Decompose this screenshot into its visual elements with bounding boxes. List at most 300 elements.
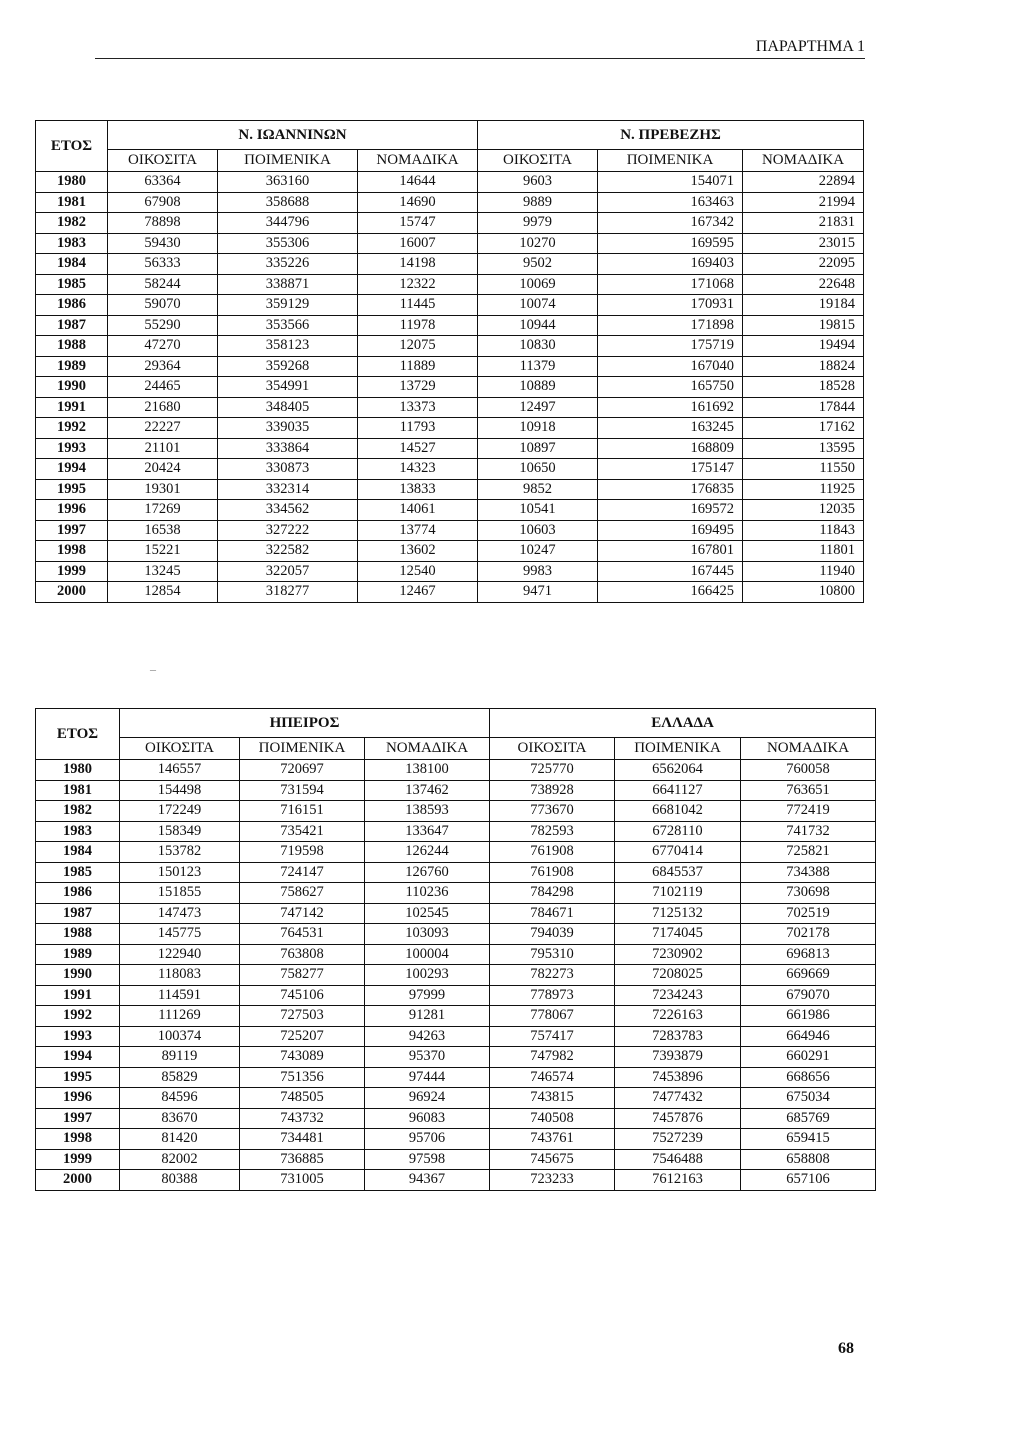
- value-cell: 10830: [478, 336, 598, 357]
- value-cell: 6641127: [615, 780, 741, 801]
- value-cell: 10889: [478, 377, 598, 398]
- value-cell: 126244: [365, 842, 490, 863]
- value-cell: 7457876: [615, 1108, 741, 1129]
- value-cell: 137462: [365, 780, 490, 801]
- value-cell: 7546488: [615, 1149, 741, 1170]
- value-cell: 10603: [478, 520, 598, 541]
- column-header: ΟΙΚΟΣΙΤΑ: [120, 738, 240, 760]
- value-cell: 679070: [741, 985, 876, 1006]
- value-cell: 716151: [240, 801, 365, 822]
- value-cell: 727503: [240, 1006, 365, 1027]
- value-cell: 80388: [120, 1170, 240, 1191]
- value-cell: 10270: [478, 233, 598, 254]
- value-cell: 664946: [741, 1026, 876, 1047]
- group-header-preveza: Ν. ΠΡΕΒΕΖΗΣ: [478, 121, 864, 150]
- value-cell: 702519: [741, 903, 876, 924]
- table-row: [36, 213, 864, 234]
- value-cell: 784298: [490, 883, 615, 904]
- table-row: [36, 1026, 876, 1047]
- value-cell: 11550: [743, 459, 864, 480]
- value-cell: 13729: [358, 377, 478, 398]
- column-header: ΠΟΙΜΕΝΙΚΑ: [240, 738, 365, 760]
- value-cell: 334562: [218, 500, 358, 521]
- value-cell: 95706: [365, 1129, 490, 1150]
- value-cell: 10918: [478, 418, 598, 439]
- table-row: [36, 1047, 876, 1068]
- value-cell: 167445: [598, 561, 743, 582]
- value-cell: 110236: [365, 883, 490, 904]
- value-cell: 22227: [108, 418, 218, 439]
- value-cell: 358123: [218, 336, 358, 357]
- year-cell: 1982: [36, 801, 120, 822]
- year-cell: 1992: [36, 418, 108, 439]
- value-cell: 163245: [598, 418, 743, 439]
- year-cell: 2000: [36, 1170, 120, 1191]
- value-cell: 363160: [218, 172, 358, 193]
- value-cell: 322057: [218, 561, 358, 582]
- table-row: [36, 1149, 876, 1170]
- value-cell: 719598: [240, 842, 365, 863]
- value-cell: 778067: [490, 1006, 615, 1027]
- value-cell: 335226: [218, 254, 358, 275]
- value-cell: 675034: [741, 1088, 876, 1109]
- appendix-header: [95, 38, 865, 59]
- table-row: [36, 479, 864, 500]
- value-cell: 13373: [358, 397, 478, 418]
- table-row: [36, 192, 864, 213]
- value-cell: 12854: [108, 582, 218, 603]
- value-cell: 11843: [743, 520, 864, 541]
- value-cell: 13245: [108, 561, 218, 582]
- value-cell: 12075: [358, 336, 478, 357]
- column-header: ΝΟΜΑΔΙΚΑ: [365, 738, 490, 760]
- value-cell: 355306: [218, 233, 358, 254]
- value-cell: 657106: [741, 1170, 876, 1191]
- value-cell: 748505: [240, 1088, 365, 1109]
- value-cell: 658808: [741, 1149, 876, 1170]
- value-cell: 95370: [365, 1047, 490, 1068]
- value-cell: 102545: [365, 903, 490, 924]
- table-row: [36, 233, 864, 254]
- value-cell: 9979: [478, 213, 598, 234]
- value-cell: 13774: [358, 520, 478, 541]
- table-body: [36, 172, 864, 603]
- value-cell: 661986: [741, 1006, 876, 1027]
- value-cell: 11940: [743, 561, 864, 582]
- table-row: [36, 1129, 876, 1150]
- value-cell: 11445: [358, 295, 478, 316]
- value-cell: 745675: [490, 1149, 615, 1170]
- table-row: [36, 1067, 876, 1088]
- value-cell: 702178: [741, 924, 876, 945]
- value-cell: 10069: [478, 274, 598, 295]
- year-cell: 1999: [36, 561, 108, 582]
- value-cell: 330873: [218, 459, 358, 480]
- table-row: [36, 821, 876, 842]
- table-row: [36, 1170, 876, 1191]
- value-cell: 20424: [108, 459, 218, 480]
- table-row: [36, 561, 864, 582]
- value-cell: 730698: [741, 883, 876, 904]
- table-row: [36, 315, 864, 336]
- year-cell: 1985: [36, 862, 120, 883]
- value-cell: 168809: [598, 438, 743, 459]
- table-row: [36, 295, 864, 316]
- year-cell: 1988: [36, 336, 108, 357]
- value-cell: 725207: [240, 1026, 365, 1047]
- year-cell: 1986: [36, 295, 108, 316]
- value-cell: 761908: [490, 862, 615, 883]
- value-cell: 29364: [108, 356, 218, 377]
- year-cell: 2000: [36, 582, 108, 603]
- value-cell: 118083: [120, 965, 240, 986]
- value-cell: 94367: [365, 1170, 490, 1191]
- value-cell: 13595: [743, 438, 864, 459]
- value-cell: 169495: [598, 520, 743, 541]
- value-cell: 7230902: [615, 944, 741, 965]
- value-cell: 359268: [218, 356, 358, 377]
- value-cell: 761908: [490, 842, 615, 863]
- value-cell: 14690: [358, 192, 478, 213]
- value-cell: 12540: [358, 561, 478, 582]
- value-cell: 17269: [108, 500, 218, 521]
- value-cell: 782273: [490, 965, 615, 986]
- value-cell: 100374: [120, 1026, 240, 1047]
- year-cell: 1987: [36, 315, 108, 336]
- year-cell: 1996: [36, 1088, 120, 1109]
- value-cell: 9889: [478, 192, 598, 213]
- value-cell: 63364: [108, 172, 218, 193]
- value-cell: 154498: [120, 780, 240, 801]
- value-cell: 7174045: [615, 924, 741, 945]
- year-cell: 1999: [36, 1149, 120, 1170]
- value-cell: 659415: [741, 1129, 876, 1150]
- value-cell: 12497: [478, 397, 598, 418]
- value-cell: 738928: [490, 780, 615, 801]
- value-cell: 735421: [240, 821, 365, 842]
- year-cell: 1989: [36, 356, 108, 377]
- value-cell: 171898: [598, 315, 743, 336]
- year-cell: 1983: [36, 821, 120, 842]
- year-cell: 1989: [36, 944, 120, 965]
- value-cell: 11801: [743, 541, 864, 562]
- value-cell: 318277: [218, 582, 358, 603]
- value-cell: 763808: [240, 944, 365, 965]
- year-cell: 1997: [36, 520, 108, 541]
- value-cell: 169595: [598, 233, 743, 254]
- value-cell: 13833: [358, 479, 478, 500]
- value-cell: 158349: [120, 821, 240, 842]
- table-row: [36, 760, 876, 781]
- value-cell: 660291: [741, 1047, 876, 1068]
- value-cell: 59430: [108, 233, 218, 254]
- value-cell: 12467: [358, 582, 478, 603]
- value-cell: 56333: [108, 254, 218, 275]
- table-row: [36, 520, 864, 541]
- value-cell: 166425: [598, 582, 743, 603]
- value-cell: 17162: [743, 418, 864, 439]
- value-cell: 784671: [490, 903, 615, 924]
- group-header-ioannina: Ν. ΙΩΑΝΝΙΝΩΝ: [108, 121, 478, 150]
- value-cell: 21101: [108, 438, 218, 459]
- value-cell: 668656: [741, 1067, 876, 1088]
- table-row: [36, 582, 864, 603]
- value-cell: 138593: [365, 801, 490, 822]
- value-cell: 7283783: [615, 1026, 741, 1047]
- table-row: [36, 1108, 876, 1129]
- value-cell: 778973: [490, 985, 615, 1006]
- value-cell: 96924: [365, 1088, 490, 1109]
- value-cell: 11793: [358, 418, 478, 439]
- value-cell: 10074: [478, 295, 598, 316]
- scan-mark: –: [150, 662, 156, 676]
- value-cell: 97999: [365, 985, 490, 1006]
- value-cell: 100004: [365, 944, 490, 965]
- value-cell: 7208025: [615, 965, 741, 986]
- value-cell: 96083: [365, 1108, 490, 1129]
- table-row: [36, 965, 876, 986]
- value-cell: 133647: [365, 821, 490, 842]
- value-cell: 7125132: [615, 903, 741, 924]
- value-cell: 9983: [478, 561, 598, 582]
- value-cell: 22648: [743, 274, 864, 295]
- value-cell: 743089: [240, 1047, 365, 1068]
- value-cell: 100293: [365, 965, 490, 986]
- column-header: ΝΟΜΑΔΙΚΑ: [743, 150, 864, 172]
- value-cell: 15747: [358, 213, 478, 234]
- value-cell: 10541: [478, 500, 598, 521]
- value-cell: 10944: [478, 315, 598, 336]
- value-cell: 126760: [365, 862, 490, 883]
- value-cell: 10800: [743, 582, 864, 603]
- value-cell: 145775: [120, 924, 240, 945]
- year-cell: 1982: [36, 213, 108, 234]
- value-cell: 22894: [743, 172, 864, 193]
- value-cell: 339035: [218, 418, 358, 439]
- value-cell: 731594: [240, 780, 365, 801]
- column-header: ΝΟΜΑΔΙΚΑ: [741, 738, 876, 760]
- value-cell: 9502: [478, 254, 598, 275]
- year-cell: 1997: [36, 1108, 120, 1129]
- value-cell: 741732: [741, 821, 876, 842]
- value-cell: 743732: [240, 1108, 365, 1129]
- table-row: [36, 903, 876, 924]
- value-cell: 21994: [743, 192, 864, 213]
- value-cell: 97598: [365, 1149, 490, 1170]
- value-cell: 169572: [598, 500, 743, 521]
- table-row: [36, 254, 864, 275]
- year-cell: 1980: [36, 172, 108, 193]
- value-cell: 67908: [108, 192, 218, 213]
- table-row: [36, 924, 876, 945]
- value-cell: 171068: [598, 274, 743, 295]
- table-row: [36, 397, 864, 418]
- table-row: [36, 862, 876, 883]
- value-cell: 19301: [108, 479, 218, 500]
- value-cell: 19184: [743, 295, 864, 316]
- value-cell: 740508: [490, 1108, 615, 1129]
- value-cell: 167040: [598, 356, 743, 377]
- value-cell: 175147: [598, 459, 743, 480]
- value-cell: 18528: [743, 377, 864, 398]
- table-row: [36, 172, 864, 193]
- year-cell: 1991: [36, 397, 108, 418]
- value-cell: 11889: [358, 356, 478, 377]
- value-cell: 6845537: [615, 862, 741, 883]
- table-body: [36, 760, 876, 1191]
- table-row: [36, 944, 876, 965]
- value-cell: 16007: [358, 233, 478, 254]
- table-row: [36, 459, 864, 480]
- year-cell: 1987: [36, 903, 120, 924]
- value-cell: 151855: [120, 883, 240, 904]
- value-cell: 14323: [358, 459, 478, 480]
- value-cell: 720697: [240, 760, 365, 781]
- year-cell: 1984: [36, 842, 120, 863]
- value-cell: 338871: [218, 274, 358, 295]
- value-cell: 764531: [240, 924, 365, 945]
- value-cell: 734481: [240, 1129, 365, 1150]
- value-cell: 169403: [598, 254, 743, 275]
- value-cell: 16538: [108, 520, 218, 541]
- value-cell: 7453896: [615, 1067, 741, 1088]
- value-cell: 17844: [743, 397, 864, 418]
- value-cell: 13602: [358, 541, 478, 562]
- value-cell: 757417: [490, 1026, 615, 1047]
- value-cell: 725821: [741, 842, 876, 863]
- value-cell: 111269: [120, 1006, 240, 1027]
- value-cell: 84596: [120, 1088, 240, 1109]
- value-cell: 23015: [743, 233, 864, 254]
- value-cell: 6770414: [615, 842, 741, 863]
- value-cell: 172249: [120, 801, 240, 822]
- year-cell: 1994: [36, 1047, 120, 1068]
- value-cell: 743761: [490, 1129, 615, 1150]
- year-cell: 1985: [36, 274, 108, 295]
- value-cell: 6562064: [615, 760, 741, 781]
- table-row: [36, 842, 876, 863]
- value-cell: 745106: [240, 985, 365, 1006]
- value-cell: 14644: [358, 172, 478, 193]
- value-cell: 12035: [743, 500, 864, 521]
- value-cell: 167342: [598, 213, 743, 234]
- value-cell: 21680: [108, 397, 218, 418]
- value-cell: 153782: [120, 842, 240, 863]
- value-cell: 22095: [743, 254, 864, 275]
- value-cell: 12322: [358, 274, 478, 295]
- value-cell: 358688: [218, 192, 358, 213]
- value-cell: 10897: [478, 438, 598, 459]
- value-cell: 7477432: [615, 1088, 741, 1109]
- value-cell: 696813: [741, 944, 876, 965]
- value-cell: 24465: [108, 377, 218, 398]
- value-cell: 176835: [598, 479, 743, 500]
- value-cell: 175719: [598, 336, 743, 357]
- table-ioannina-preveza: [35, 120, 864, 603]
- value-cell: 19815: [743, 315, 864, 336]
- value-cell: 10650: [478, 459, 598, 480]
- year-cell: 1983: [36, 233, 108, 254]
- table-row: [36, 377, 864, 398]
- table-row: [36, 985, 876, 1006]
- value-cell: 763651: [741, 780, 876, 801]
- value-cell: 7102119: [615, 883, 741, 904]
- table-row: [36, 356, 864, 377]
- value-cell: 6681042: [615, 801, 741, 822]
- value-cell: 734388: [741, 862, 876, 883]
- value-cell: 21831: [743, 213, 864, 234]
- value-cell: 9852: [478, 479, 598, 500]
- table-row: [36, 801, 876, 822]
- year-cell: 1992: [36, 1006, 120, 1027]
- page-number: 68: [838, 1340, 854, 1357]
- year-cell: 1993: [36, 1026, 120, 1047]
- value-cell: 353566: [218, 315, 358, 336]
- year-cell: 1993: [36, 438, 108, 459]
- table-row: [36, 274, 864, 295]
- value-cell: 122940: [120, 944, 240, 965]
- value-cell: 94263: [365, 1026, 490, 1047]
- value-cell: 723233: [490, 1170, 615, 1191]
- column-header: ΝΟΜΑΔΙΚΑ: [358, 150, 478, 172]
- value-cell: 758627: [240, 883, 365, 904]
- value-cell: 758277: [240, 965, 365, 986]
- year-cell: 1995: [36, 479, 108, 500]
- value-cell: 163463: [598, 192, 743, 213]
- value-cell: 47270: [108, 336, 218, 357]
- value-cell: 91281: [365, 1006, 490, 1027]
- value-cell: 747142: [240, 903, 365, 924]
- column-header: ΟΙΚΟΣΙΤΑ: [490, 738, 615, 760]
- value-cell: 7527239: [615, 1129, 741, 1150]
- value-cell: 114591: [120, 985, 240, 1006]
- table-row: [36, 883, 876, 904]
- table-row: [36, 541, 864, 562]
- value-cell: 10247: [478, 541, 598, 562]
- group-header-epirus: ΗΠΕΙΡΟΣ: [120, 709, 490, 738]
- year-cell: 1980: [36, 760, 120, 781]
- year-cell: 1981: [36, 192, 108, 213]
- value-cell: 327222: [218, 520, 358, 541]
- value-cell: 78898: [108, 213, 218, 234]
- column-header: ΠΟΙΜΕΝΙΚΑ: [598, 150, 743, 172]
- value-cell: 332314: [218, 479, 358, 500]
- column-header: ΠΟΙΜΕΝΙΚΑ: [615, 738, 741, 760]
- value-cell: 760058: [741, 760, 876, 781]
- year-cell: 1988: [36, 924, 120, 945]
- value-cell: 138100: [365, 760, 490, 781]
- year-cell: 1998: [36, 1129, 120, 1150]
- value-cell: 322582: [218, 541, 358, 562]
- value-cell: 85829: [120, 1067, 240, 1088]
- value-cell: 772419: [741, 801, 876, 822]
- year-cell: 1990: [36, 965, 120, 986]
- value-cell: 11379: [478, 356, 598, 377]
- value-cell: 14527: [358, 438, 478, 459]
- value-cell: 795310: [490, 944, 615, 965]
- value-cell: 7612163: [615, 1170, 741, 1191]
- value-cell: 154071: [598, 172, 743, 193]
- year-cell: 1981: [36, 780, 120, 801]
- value-cell: 669669: [741, 965, 876, 986]
- year-cell: 1986: [36, 883, 120, 904]
- value-cell: 743815: [490, 1088, 615, 1109]
- value-cell: 59070: [108, 295, 218, 316]
- column-header: ΠΟΙΜΕΝΙΚΑ: [218, 150, 358, 172]
- table-row: [36, 780, 876, 801]
- table-row: [36, 438, 864, 459]
- value-cell: 344796: [218, 213, 358, 234]
